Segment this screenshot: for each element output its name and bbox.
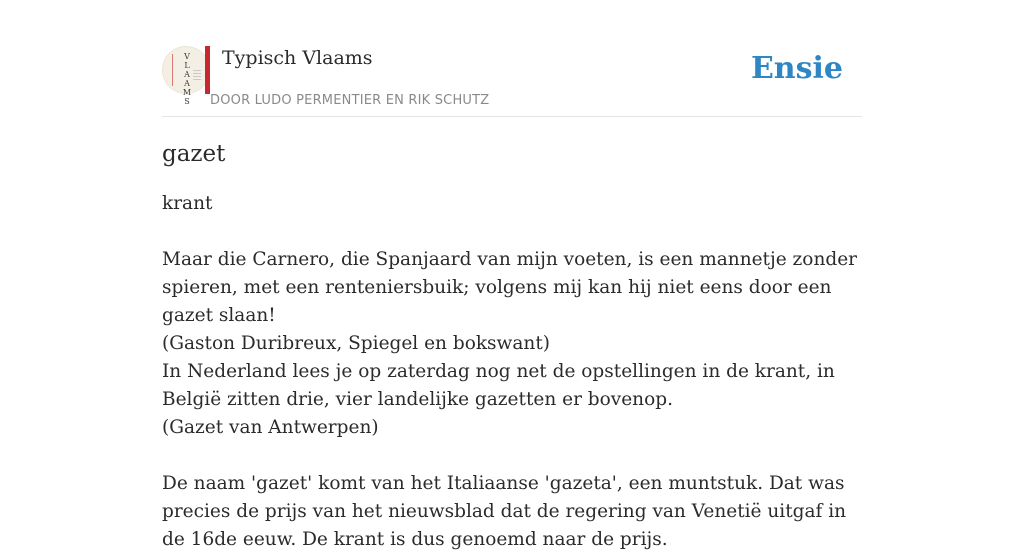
cover-letters: V L A A M S: [182, 52, 192, 106]
cover-side-mark: [172, 54, 173, 86]
entry-quote-2: In Nederland lees je op zaterdag nog net de opstellingen in de krant, in België zitten drie, vier landelijke gazetten er bovenop.: [162, 361, 835, 410]
book-title-link[interactable]: Typisch Vlaams: [222, 47, 373, 69]
entry-definition: krant: [162, 193, 213, 214]
paragraph-gap: [162, 442, 867, 470]
cover-fine-print: [193, 70, 201, 80]
book-cover-icon[interactable]: [162, 46, 210, 106]
page-header: [162, 44, 862, 117]
entry-term: gazet: [162, 141, 226, 167]
entry-quote-1: Maar die Carnero, die Spanjaard van mijn voeten, is een mannetje zonder spieren, met een renteniersbuik; volgens mij kan hij niet eens door een gazet slaan!: [162, 249, 857, 326]
entry-source-2: (Gazet van Antwerpen): [162, 417, 379, 438]
book-authors: DOOR LUDO PERMENTIER EN RIK SCHUTZ: [210, 93, 490, 108]
cover-red-bar: [205, 46, 210, 94]
entry-source-1: (Gaston Duribreux, Spiegel en bokswant): [162, 333, 550, 354]
entry-content: [162, 138, 867, 554]
ensie-logo[interactable]: Ensie: [750, 51, 843, 86]
paragraph-gap: [162, 218, 867, 246]
entry-body: [162, 190, 867, 554]
entry-etymology: De naam 'gazet' komt van het Italiaanse 'gazeta', een muntstuk. Dat was precies de prijs van het nieuwsblad dat de regering van Venetië uitgaf in de 16de eeuw. De krant is dus genoemd naar de prijs.: [162, 473, 847, 550]
